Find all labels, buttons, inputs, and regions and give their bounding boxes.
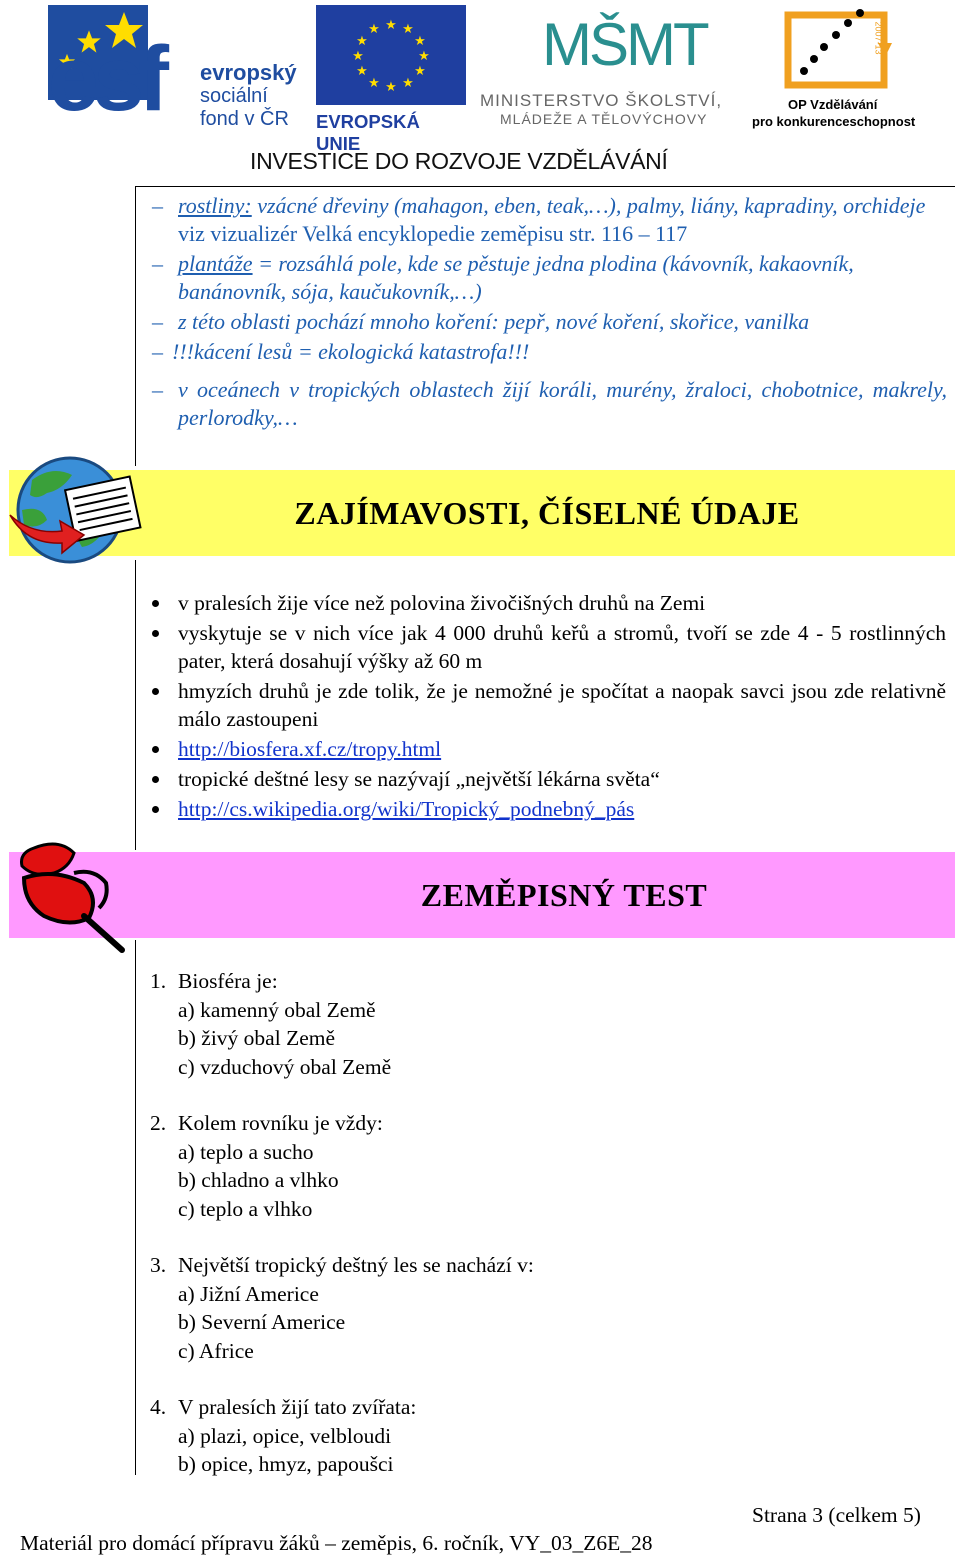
question-number: 1. (150, 969, 167, 993)
dash-link[interactable]: rostliny: (178, 193, 252, 218)
answer-option[interactable]: b) chladno a vlhko (178, 1168, 339, 1192)
svg-text:★: ★ (352, 49, 364, 64)
svg-text:★: ★ (385, 80, 397, 95)
answer-option[interactable]: b) opice, hmyz, papoušci (178, 1452, 394, 1476)
question-text: Biosféra je: (178, 969, 278, 993)
svg-text:★: ★ (402, 76, 414, 91)
dash-text: !!!kácení lesů = ekologická katastrofa!!! (172, 339, 530, 364)
esf-line2: sociální (200, 85, 268, 107)
margin-rule (135, 186, 136, 466)
question (150, 1393, 534, 1479)
answer-option[interactable]: c) vzduchový obal Země (178, 1054, 392, 1079)
list-item-text: vyskytuje se v nich více jak 4 000 druhů keřů a stromů, tvoří se zde 4 - 5 rostlinných pater, která dosahují výšky až 60 m (178, 621, 946, 673)
esf-wordmark: esf (48, 28, 163, 130)
page-number: Strana 3 (celkem 5) (752, 1503, 921, 1527)
test-band (9, 852, 955, 938)
list-item (150, 735, 946, 763)
dash-item (152, 192, 947, 248)
dash-item (152, 376, 947, 432)
dash-item (152, 338, 947, 366)
question (150, 967, 534, 1081)
svg-text:★: ★ (368, 76, 380, 91)
list-item (150, 795, 946, 823)
bullet-dot (152, 776, 159, 783)
msmt-line1: MINISTERSTVO ŠKOLSTVÍ, (480, 91, 723, 110)
answer-option[interactable]: a) teplo a sucho (178, 1139, 314, 1164)
bullet-dot (152, 746, 159, 753)
test-title: ZEMĚPISNÝ TEST (420, 877, 708, 913)
facts-title: ZAJÍMAVOSTI, ČÍSELNÉ ÚDAJE (294, 495, 800, 531)
svg-text:★: ★ (385, 18, 397, 33)
dash-item (152, 250, 947, 306)
dash-text: vzácné dřeviny (mahagon, eben, teak,…), palmy, liány, kapradiny, orchideje (251, 193, 926, 218)
list-item-text: v pralesích žije více než polovina živočišných druhů na Zemi (178, 591, 706, 615)
facts-band (9, 470, 955, 556)
eu-logo (316, 5, 468, 154)
op-line1: OP Vzdělávání (788, 97, 878, 112)
biosfera-link[interactable]: http://biosfera.xf.cz/tropy.html (178, 737, 442, 761)
answer-option[interactable]: c) teplo a vlhko (178, 1196, 313, 1221)
dash-marker: – (152, 251, 163, 276)
msmt-logo (480, 3, 745, 128)
list-item (150, 765, 946, 793)
bullet-dot (152, 600, 159, 607)
red-pushpin-icon (14, 838, 130, 956)
dash-marker: – (152, 193, 163, 218)
svg-text:★: ★ (356, 64, 368, 79)
dash-plain: viz vizualizér Velká encyklopedie zeměpisu str. 116 – 117 (178, 221, 688, 246)
dash-item (152, 308, 947, 336)
answer-option[interactable]: b) Severní Americe (178, 1310, 346, 1334)
dash-marker: – (152, 309, 163, 334)
dash-link[interactable]: plantáže (178, 251, 253, 276)
bullet-dot (152, 688, 159, 695)
op-badge: 2007-13 (873, 21, 884, 55)
esf-line1: evropský (200, 60, 297, 85)
svg-text:★: ★ (368, 22, 380, 37)
question (150, 1109, 534, 1223)
svg-text:★: ★ (414, 34, 426, 49)
dash-text: = rozsáhlá pole, kde se pěstuje jedna plodina (kávovník, kakaovník, banánovník, sója, kaučukovník,…) (178, 251, 854, 304)
quiz (150, 967, 534, 1507)
margin-rule (135, 940, 136, 1475)
margin-rule (135, 560, 136, 850)
answer-option[interactable]: b) živý obal Země (178, 1026, 336, 1050)
op-logo (750, 3, 925, 128)
header-logos (0, 0, 960, 180)
footer-material: Materiál pro domácí přípravu žáků – zeměpis, 6. ročník, VY_03_Z6E_28 (20, 1531, 653, 1555)
list-item-text: hmyzích druhů je zde tolik, že je nemožné je spočítat a naopak savci jsou zde relativně málo zastoupeni (178, 679, 946, 731)
globe-newspaper-icon (2, 455, 147, 565)
answer-option[interactable]: a) plazi, opice, velbloudi (178, 1423, 392, 1448)
question (150, 1251, 534, 1365)
facts-list (150, 589, 946, 825)
eu-label: EVROPSKÁ UNIE (316, 111, 420, 154)
svg-text:★: ★ (402, 22, 414, 37)
svg-text:★: ★ (418, 49, 430, 64)
esf-line3: fond v ČR (200, 108, 289, 130)
header-rule (135, 186, 955, 187)
question-number: 2. (150, 1111, 167, 1135)
msmt-mark: MŠMT (542, 11, 707, 78)
eu-flag (316, 5, 466, 105)
header-tagline: INVESTICE DO ROZVOJE VZDĚLÁVÁNÍ (250, 148, 668, 174)
dash-marker: – (152, 339, 163, 364)
dash-marker: – (152, 377, 163, 402)
question-number: 4. (150, 1395, 167, 1419)
list-item (150, 619, 946, 675)
msmt-line2: MLÁDEŽE A TĚLOVÝCHOVY (500, 111, 708, 127)
list-item (150, 677, 946, 733)
bullet-dot (152, 630, 159, 637)
op-line2: pro konkurenceschopnost (752, 114, 916, 129)
svg-text:★: ★ (356, 34, 368, 49)
answer-option[interactable]: a) Jižní Americe (178, 1281, 319, 1306)
esf-logo (48, 5, 308, 130)
question-text: Největší tropický deštný les se nachází v: (178, 1253, 534, 1277)
wikipedia-link[interactable]: http://cs.wikipedia.org/wiki/Tropický_podnebný_pás (178, 797, 635, 821)
answer-option[interactable]: c) Africe (178, 1338, 254, 1363)
eu-stars-icon (316, 5, 466, 105)
question-number: 3. (150, 1253, 167, 1277)
dash-text: v oceánech v tropických oblastech žijí koráli, murény, žraloci, chobotnice, makrely, perlorodky,… (178, 377, 947, 430)
svg-text:★: ★ (414, 64, 426, 79)
answer-option[interactable]: a) kamenný obal Země (178, 997, 376, 1022)
question-text: Kolem rovníku je vždy: (178, 1111, 383, 1135)
dash-text: z této oblasti pochází mnoho koření: pepř, nové koření, skořice, vanilka (178, 309, 810, 334)
list-item (150, 589, 946, 617)
list-item-text: tropické deštné lesy se nazývají „největší lékárna světa“ (178, 767, 660, 791)
question-text: V pralesích žijí tato zvířata: (178, 1395, 417, 1419)
bullet-dot (152, 806, 159, 813)
